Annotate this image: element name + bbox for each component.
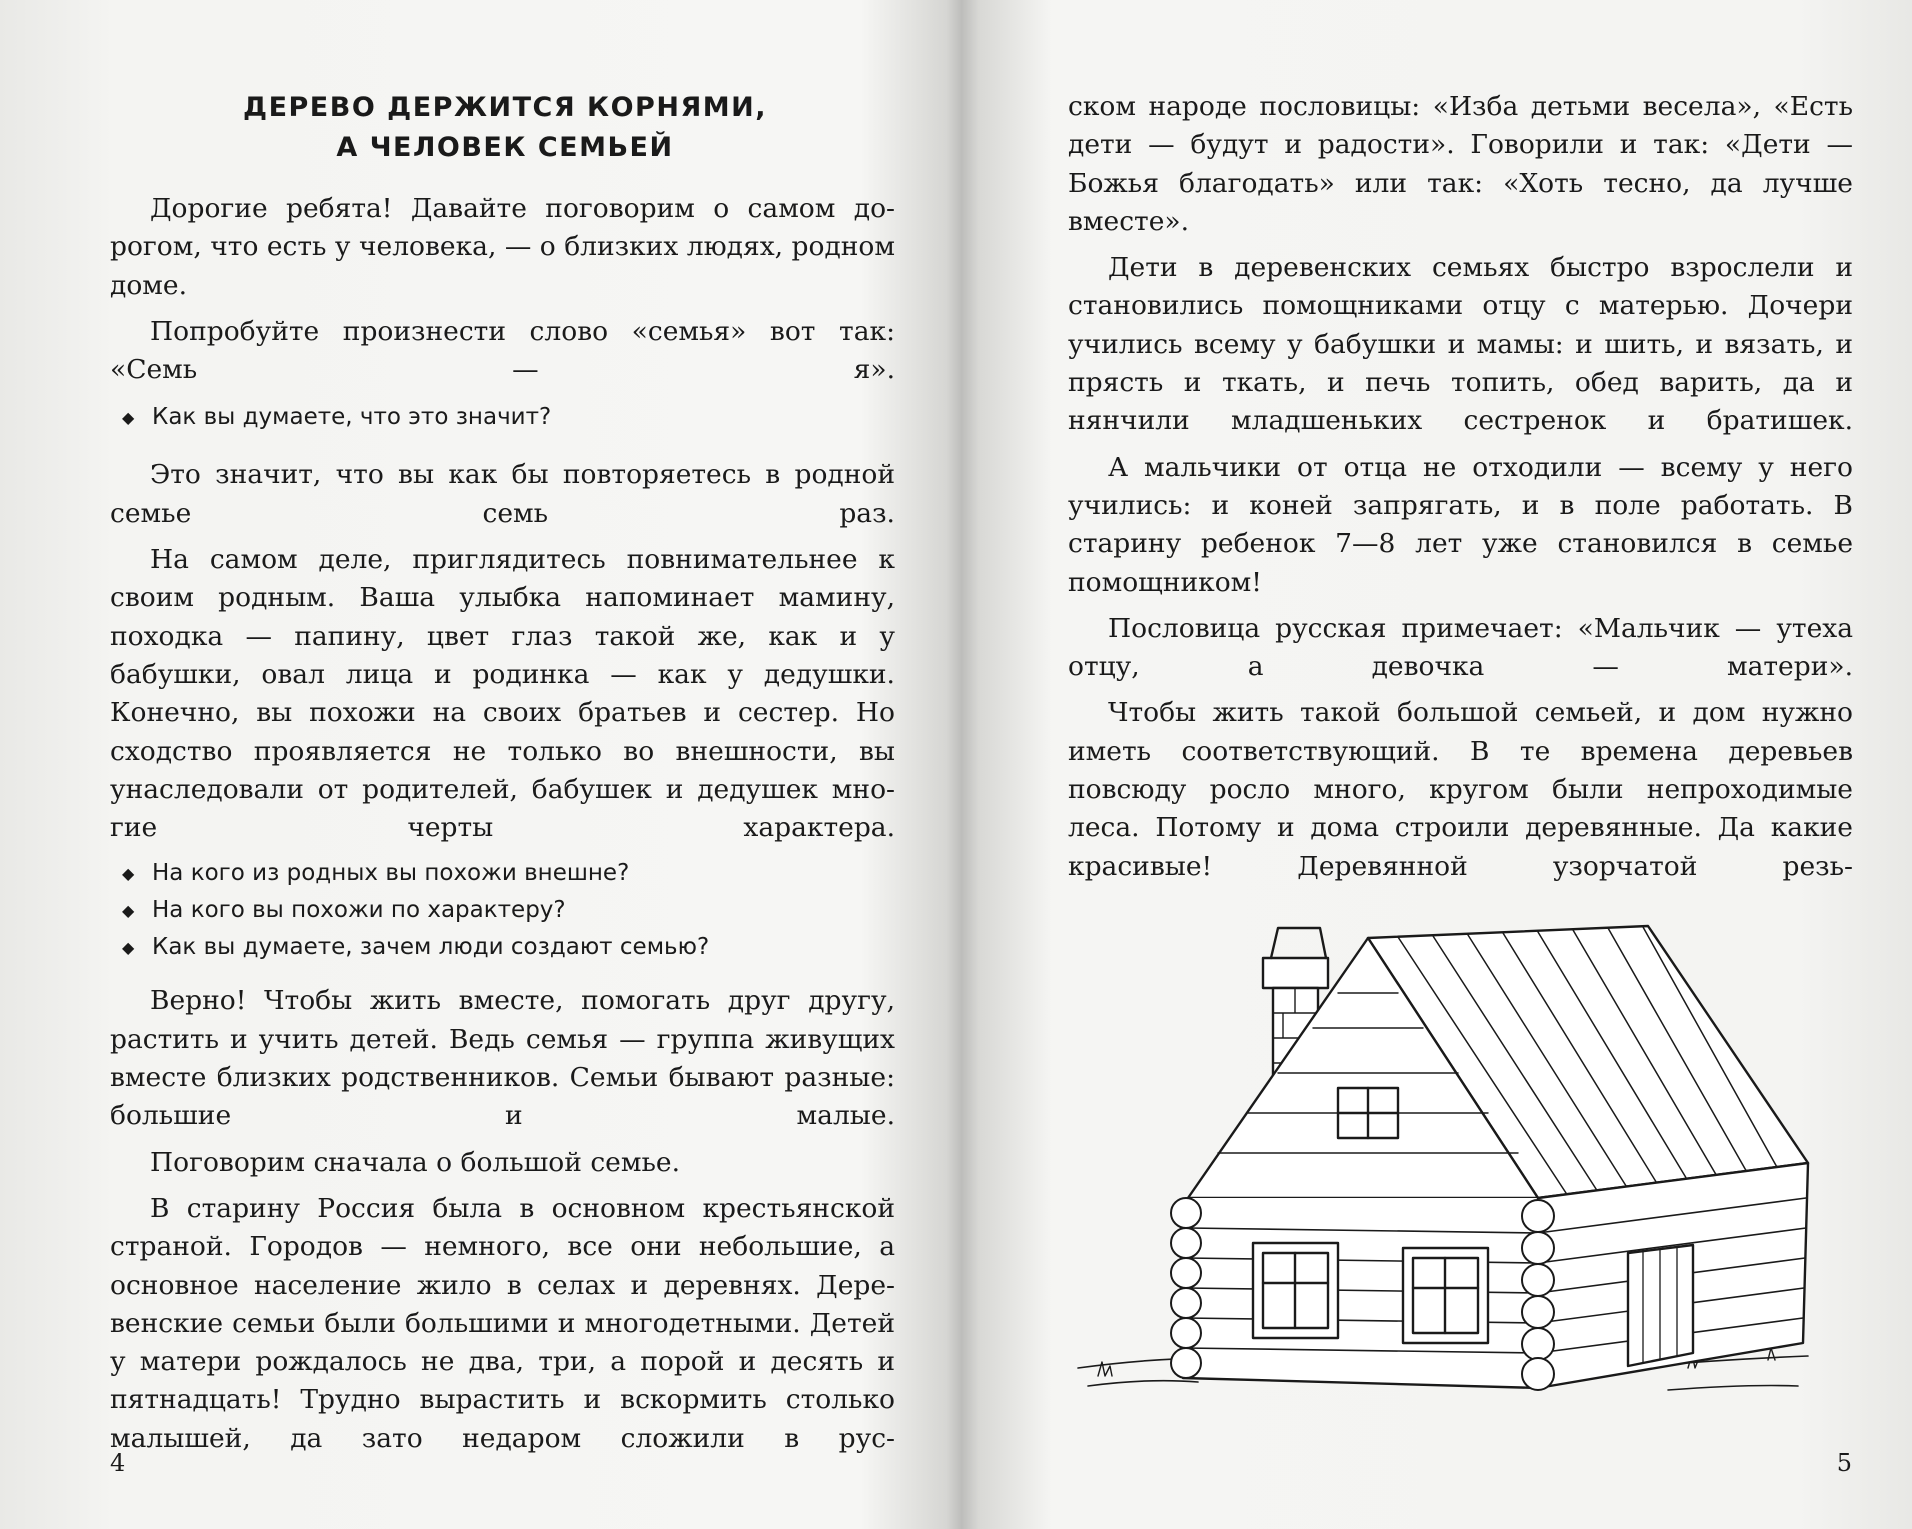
paragraph: Дети в деревенских семьях быстро взрослели и становились помощниками отцу с матерью. Дочери учились всему у бабушки и мамы: и шить, и вязать, и прясть и ткать, и печь топить, обед варить, да и нянчили младшеньких сестренок и братишек. (1068, 252, 1853, 437)
question-list (110, 855, 895, 966)
question-list (110, 399, 895, 436)
paragraph: ском народе пословицы: «Изба детьми весела», «Есть дети — будут и радости». Говорили и так: «Дети — Божья благодать» или так: «Хоть тесно, да лучше вместе». (1068, 91, 1853, 237)
diamond-bullet-icon: ◆ (122, 938, 135, 958)
diamond-bullet-icon: ◆ (122, 864, 135, 884)
question-item: ◆ Как вы думаете, что это значит? (110, 399, 895, 436)
chapter-heading (110, 88, 900, 168)
paragraph: Попробуйте произнести слово «семья» вот так: «Семь — я». (110, 315, 895, 386)
log-house-illustration (1068, 898, 1828, 1438)
right-page (985, 0, 1912, 1529)
question-item: ◆ На кого из родных вы похожи внешне? (110, 855, 895, 892)
paragraph: Поговорим сначала о большой семье. (150, 1146, 681, 1178)
diamond-bullet-icon: ◆ (122, 408, 135, 428)
paragraph: Верно! Чтобы жить вместе, помогать друг другу, растить и учить детей. Ведь семья — группа живущих вместе близких родственников. Семьи бывают разные: большие и малые. (110, 985, 895, 1132)
paragraph: Дорогие ребята! Давайте поговорим о самом дорогом, что есть у человека, — о близких людях, родном доме. (110, 193, 895, 301)
right-page-text (1068, 88, 1853, 894)
question-item: ◆ На кого вы похожи по характеру? (110, 892, 895, 929)
paragraph: Чтобы жить такой большой семьей, и дом нужно иметь соответствующий. В те времена деревьев повсюду росло много, кругом были непроходимые леса. Потому и дома строили деревянные. Да какие красивые! Деревянной узорчатой резь- (1068, 697, 1853, 882)
paragraph: В старину Россия была в основном крестьянской страной. Городов — немного, все они небольшие, а основное население жило в селах и деревнях. Деревенские семьи были большими и многодетными. Детей у матери рождалось не два, три, а порой и десять и пятнадцать! Трудно вырастить и вскормить столько малышей, да зато недаром сложили в рус- (110, 1192, 895, 1454)
paragraph: Пословица русская примечает: «Мальчик — утеха отцу, а девочка — матери». (1068, 612, 1853, 683)
heading-line-1: ДЕРЕВО ДЕРЖИТСЯ КОРНЯМИ, (243, 92, 767, 123)
paragraph: На самом деле, приглядитесь повнимательнее к своим родным. Ваша улыбка напоминает мамину, походка — папину, цвет глаз такой же, как и у бабушки, овал лица и родинка — как у дедушки. Конечно, вы похожи на своих братьев и сестер. Но сходство проявляется не только во внешности, вы унаследовали от родителей, бабушек и дедушек многие черты характера. (110, 544, 895, 844)
question-item: ◆ Как вы думаете, зачем люди создают семью? (110, 929, 895, 966)
paragraph: Это значит, что вы как бы повторяетесь в родной семье семь раз. (110, 459, 895, 529)
left-page-text (110, 190, 895, 1466)
paragraph: А мальчики от отца не отходили — всему у него учились: и коней запрягать, и в поле работать. В старину ребенок 7—8 лет уже становился в семье помощником! (1068, 451, 1853, 598)
heading-line-2: А ЧЕЛОВЕК СЕМЬЕЙ (336, 132, 674, 163)
page-number: 4 (110, 1449, 126, 1477)
page-number: 5 (1836, 1449, 1852, 1477)
diamond-bullet-icon: ◆ (122, 901, 135, 921)
